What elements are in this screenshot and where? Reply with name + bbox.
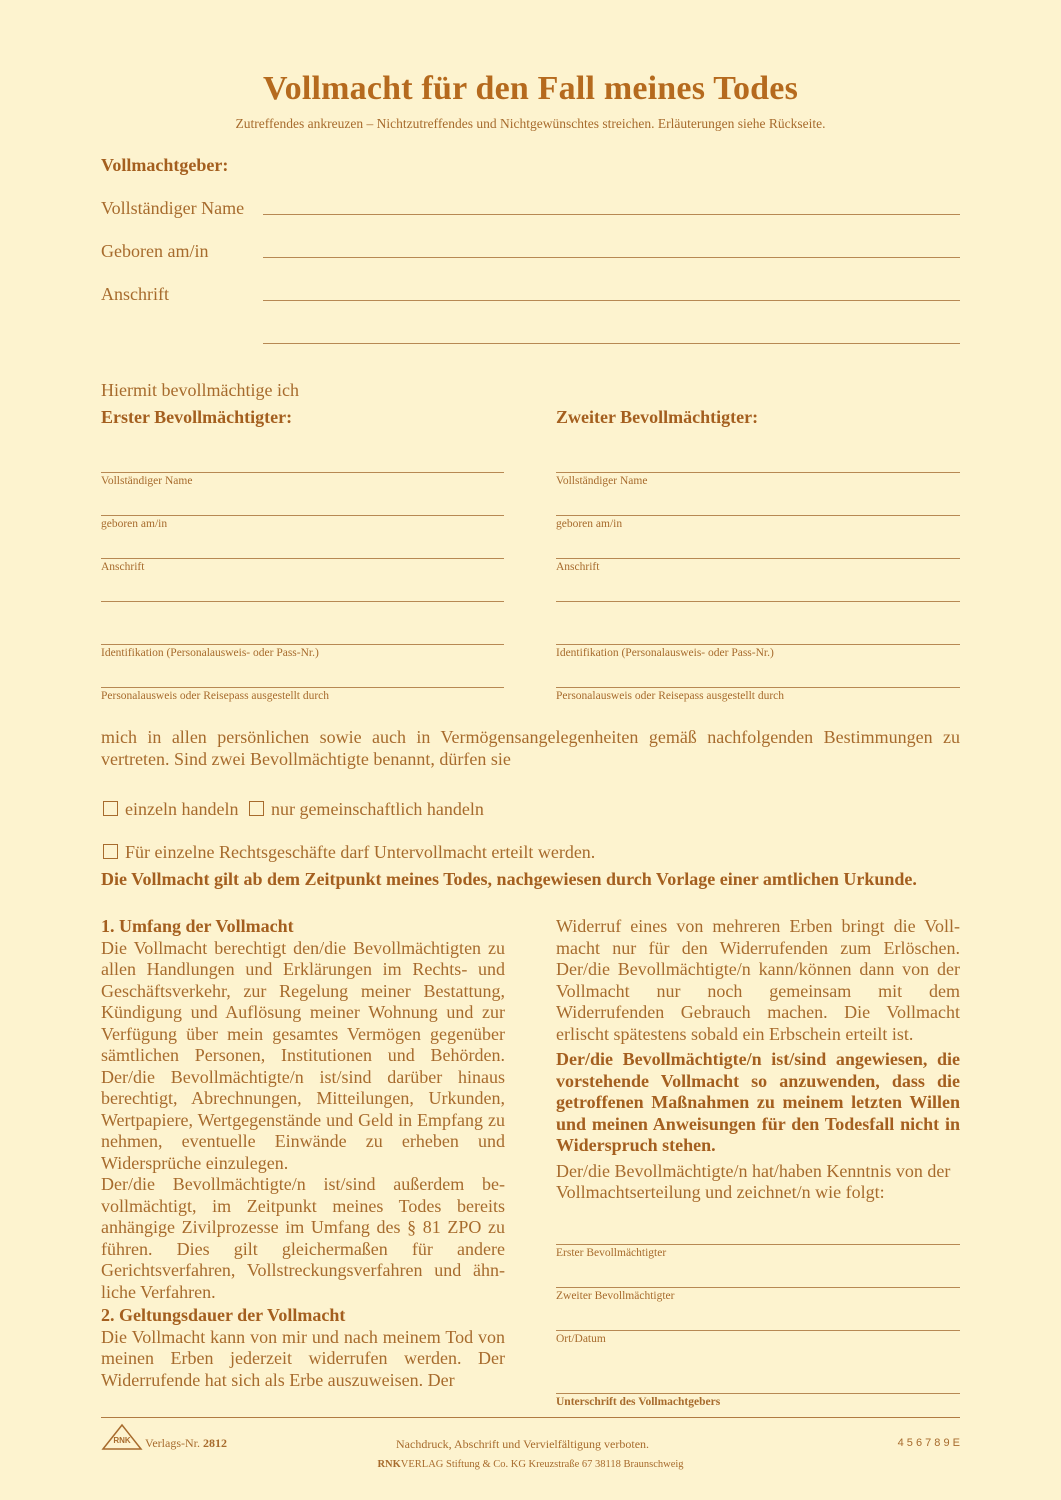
second-agent-address-label: Anschrift bbox=[556, 561, 600, 573]
grantor-heading: Vollmachtgeber: bbox=[101, 155, 229, 175]
second-agent-name-field[interactable] bbox=[556, 472, 960, 473]
section2-heading: 2. Geltungsdauer der Vollmacht bbox=[101, 1305, 346, 1325]
revocation-paragraph: Widerruf eines von mehreren Erben bringt die Vollmacht nur für den Widerrufenden zum Erlöschen. Der/die Bevollmächtigte/n kann/können dann von der Vollmacht nur noch gemeinsam mit dem Widerrufenden Gebrauch machen. Die Vollmacht erlischt spätestens sobald ein Erbschein erteilt ist. bbox=[556, 916, 960, 1044]
first-agent-address-label: Anschrift bbox=[101, 561, 145, 573]
publisher-name: RNK bbox=[377, 1459, 401, 1470]
second-agent-signature-field[interactable] bbox=[556, 1287, 960, 1288]
first-agent-address-field-2[interactable] bbox=[101, 601, 504, 602]
intro-text: Hiermit bevollmächtige ich bbox=[101, 380, 299, 400]
section1-paragraph-1: Die Vollmacht berechtigt den/die Bevollmächtigten zu allen Handlungen und Erklärungen im Rechts- und Geschäftsverkehr, zur Regelung meiner Bestattung, Kündigung und Auflösung meiner Wohnung und zur Verfügung über mein gesamtes Vermögen gegenüber sämtlichen Personen, Institutionen und Behörden. Der/die Bevollmächtigte/n ist/sind darüber hinaus berechtigt, Abrechnungen, Mitteilungen, Urkunden, Wertpapiere, Wertgegenstände und Geld in Empfang zu nehmen, eventuelle Einwände zu erheben und Widersprüche einzulegen. bbox=[101, 937, 505, 1173]
subpower-checkbox[interactable] bbox=[103, 844, 118, 859]
first-agent-heading: Erster Bevollmächtigter: bbox=[101, 407, 293, 427]
first-agent-name-field[interactable] bbox=[101, 472, 504, 473]
publisher-number-label: Verlags-Nr. bbox=[145, 1436, 200, 1450]
second-agent-issuer-field[interactable] bbox=[556, 687, 960, 688]
footer-divider bbox=[101, 1417, 960, 1418]
second-agent-birth-label: geboren am/in bbox=[556, 518, 623, 530]
validity-statement: Die Vollmacht gilt ab dem Zeitpunkt meines Todes, nachgewiesen durch Vorlage einer amtlichen Urkunde. bbox=[101, 869, 917, 889]
joint-checkbox[interactable] bbox=[249, 801, 264, 816]
first-agent-signature-label: Erster Bevollmächtigter bbox=[556, 1247, 667, 1259]
publisher-number-value: 2812 bbox=[202, 1436, 227, 1450]
acting-options bbox=[103, 799, 484, 820]
publisher-address bbox=[0, 1459, 1061, 1470]
second-agent-birth-field[interactable] bbox=[556, 515, 960, 516]
first-agent-issuer-field[interactable] bbox=[101, 687, 504, 688]
second-agent-id-field[interactable] bbox=[556, 644, 960, 645]
grantor-signature-field[interactable] bbox=[556, 1393, 960, 1394]
place-date-field[interactable] bbox=[556, 1330, 960, 1331]
right-column bbox=[556, 916, 960, 1204]
rnk-logo bbox=[101, 1423, 143, 1451]
second-agent-signature-label: Zweiter Bevollmächtigter bbox=[556, 1290, 675, 1302]
grantor-address-field[interactable] bbox=[263, 300, 960, 301]
grantor-name-label: Vollständiger Name bbox=[101, 198, 245, 218]
second-agent-name-label: Vollständiger Name bbox=[556, 475, 648, 487]
first-agent-name-label: Vollständiger Name bbox=[101, 475, 193, 487]
section1-paragraph-2: Der/die Bevollmächtigte/n ist/sind außerdem bevollmächtigt, im Zeitpunkt meines Todes bereits anhängige Zivilprozesse im Umfang des § 81 ZPO zu führen. Dies gilt gleichermaßen für andere Gerichtsverfahren, Vollstreckungsverfahren und ähnliche Verfahren. bbox=[101, 1174, 505, 1302]
first-agent-address-field[interactable] bbox=[101, 558, 504, 559]
joint-option-label: nur gemeinschaftlich handeln bbox=[270, 799, 484, 819]
grantor-birth-label: Geboren am/in bbox=[101, 241, 209, 261]
grantor-address-field-2[interactable] bbox=[263, 343, 960, 344]
form-subtitle: Zutreffendes ankreuzen – Nichtzutreffendes und Nichtgewünschtes streichen. Erläuterungen siehe Rückseite. bbox=[235, 116, 826, 131]
single-checkbox[interactable] bbox=[103, 801, 118, 816]
representation-text: mich in allen persönlichen sowie auch in Vermögensangelegenheiten gemäß nachfolgenden Bestimmungen zu vertreten. Sind zwei Bevollmächtigte benannt, dürfen sie bbox=[101, 727, 960, 769]
publisher-number bbox=[145, 1436, 227, 1451]
first-agent-id-field[interactable] bbox=[101, 644, 504, 645]
section2-paragraph-1: Die Vollmacht kann von mir und nach meinem Tod von meinen Erben jederzeit widerrufen werden. Der Widerrufende hat sich als Erbe auszuweisen. Der bbox=[101, 1326, 505, 1390]
single-option-label: einzeln handeln bbox=[125, 799, 239, 819]
second-agent-id-label: Identifikation (Personalausweis- oder Pass-Nr.) bbox=[556, 647, 774, 659]
grantor-birth-field[interactable] bbox=[263, 257, 960, 258]
grantor-signature-label: Unterschrift des Vollmachtgebers bbox=[556, 1396, 721, 1408]
second-agent-address-field-2[interactable] bbox=[556, 601, 960, 602]
left-column bbox=[101, 916, 505, 1391]
section1-heading: 1. Umfang der Vollmacht bbox=[101, 916, 294, 936]
subpower-option bbox=[103, 842, 595, 863]
first-agent-birth-label: geboren am/in bbox=[101, 518, 168, 530]
first-agent-issuer-label: Personalausweis oder Reisepass ausgestellt durch bbox=[101, 690, 330, 702]
grantor-name-field[interactable] bbox=[263, 214, 960, 215]
form-code: 4 5 6 7 8 9 E bbox=[897, 1437, 960, 1449]
logo-text: RNK bbox=[113, 1436, 131, 1445]
publisher-details: VERLAG Stiftung & Co. KG Kreuzstraße 67 38118 Braunschweig bbox=[400, 1459, 684, 1470]
instruction-paragraph: Der/die Bevollmächtigte/n ist/sind angewiesen, die vorstehende Vollmacht so anzuwenden, dass die getroffenen Maßnahmen zu meinem letzten Willen und meinen Anweisungen für den Todesfall nicht in Widerspruch stehen. bbox=[556, 1049, 960, 1155]
first-agent-id-label: Identifikation (Personalausweis- oder Pass-Nr.) bbox=[101, 647, 319, 659]
acknowledgement-paragraph: Der/die Bevollmächtigte/n hat/haben Kenntnis von der Vollmachtserteilung und zeichnet/n wie folgt: bbox=[556, 1160, 951, 1202]
grantor-address-label: Anschrift bbox=[101, 284, 169, 304]
second-agent-issuer-label: Personalausweis oder Reisepass ausgestellt durch bbox=[556, 690, 785, 702]
first-agent-birth-field[interactable] bbox=[101, 515, 504, 516]
second-agent-address-field[interactable] bbox=[556, 558, 960, 559]
subpower-option-label: Für einzelne Rechtsgeschäfte darf Untervollmacht erteilt werden. bbox=[125, 842, 596, 862]
second-agent-heading: Zweiter Bevollmächtigter: bbox=[556, 407, 759, 427]
form-title: Vollmacht für den Fall meines Todes bbox=[262, 70, 798, 107]
copyright-notice: Nachdruck, Abschrift und Vervielfältigung verboten. bbox=[396, 1437, 650, 1451]
place-date-label: Ort/Datum bbox=[556, 1333, 606, 1345]
first-agent-signature-field[interactable] bbox=[556, 1244, 960, 1245]
